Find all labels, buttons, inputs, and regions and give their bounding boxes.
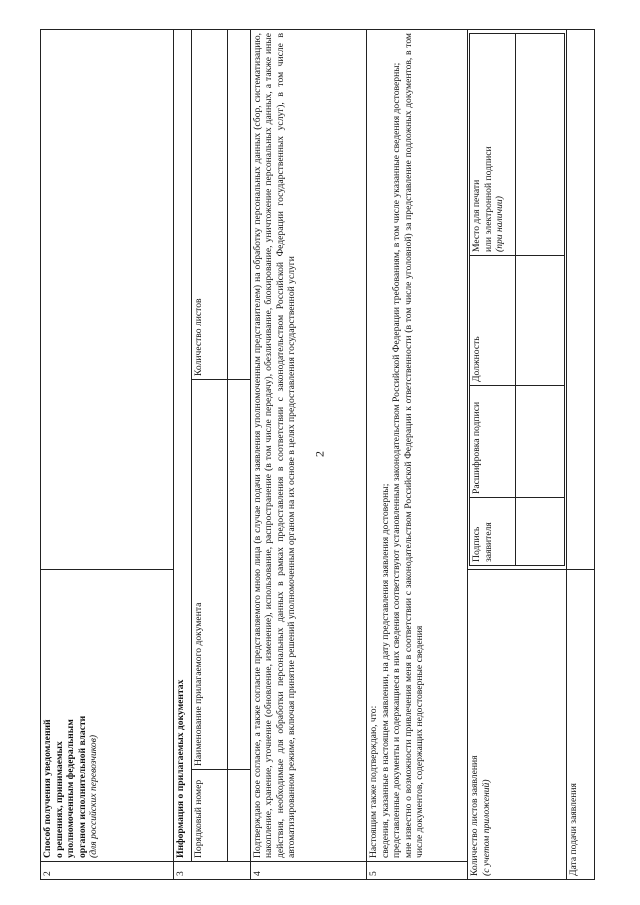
consent-text: Подтверждаю свое согласие, а также согласие представляемого мною лица (в случае подачи заявления уполномоченным представителем) на обработку персональных данных (сбор, систематизацию, накопление, хранение, уточнение (обновление, изменение), использование, распространение (в том числе передачу), обезличивание, блокирование, уничтожение персональных данных, а также иные действия, необходимые для обработки персональных данных в рамках предоставления в соответствии с законодательством Российской Федерации государственных услуг), в том числе в автоматизированном режиме, включая принятие решений уполномоченным органом на их основе в целях предоставления государственной услуги xyxy=(250,29,366,861)
position-label: Должность xyxy=(470,255,516,385)
row-confirmation xyxy=(367,29,468,879)
stamp-place-label xyxy=(470,33,516,255)
applicant-signature-label: Подпись заявителя xyxy=(470,497,516,565)
label-line: Способ получения уведомлений xyxy=(42,719,53,858)
empty-cell[interactable] xyxy=(227,379,250,769)
position-field[interactable] xyxy=(516,255,565,385)
confirmation-line: Настоящим также подтверждаю, что: xyxy=(368,705,380,858)
signature-decode-label: Расшифровка подписи xyxy=(470,385,516,497)
row-signature xyxy=(468,29,567,879)
notification-method-field[interactable] xyxy=(41,29,174,569)
notification-method-label xyxy=(41,569,174,861)
sheet-count-note: (с учетом приложений) xyxy=(480,779,492,876)
date-field[interactable] xyxy=(567,29,595,569)
label-note: (для российских перевозчиков) xyxy=(88,734,99,858)
confirmation-line: представленные документы и содержащиеся в них сведения соответствуют установленным законодательством Российской Федерации требованиям, в том числе указанные сведения достоверны; xyxy=(391,62,403,858)
landscape-page xyxy=(40,30,595,880)
row-notification-method xyxy=(41,29,174,879)
label-line: о решениях, принимаемых xyxy=(53,741,65,858)
attached-docs-title: Информация о прилагаемых документах xyxy=(173,29,191,861)
application-form-table xyxy=(40,29,595,880)
confirmation-line: мне известно о возможности привлечения меня в соответствии с законодательством Российской Федерации к ответственности (в том числе уголовной) за представление подложных документов, в том числе документов, содержащих недостоверные сведения xyxy=(402,32,426,858)
stamp-line: или электронной подписи xyxy=(482,146,494,252)
empty-cell[interactable] xyxy=(227,29,250,379)
col-ordinal: Порядковый номер xyxy=(192,770,227,862)
stamp-line: Место для печати xyxy=(471,179,483,252)
col-doc-name: Наименование прилагаемого документа xyxy=(192,379,227,769)
label-line: органом исполнительной власти xyxy=(76,715,88,858)
label-line: уполномоченным федеральным xyxy=(65,719,76,858)
sheet-count-label xyxy=(468,569,567,879)
signature-cell xyxy=(468,29,567,569)
row-number: 3 xyxy=(173,862,250,880)
confirmation-text xyxy=(367,29,468,861)
row-number: 2 xyxy=(41,862,174,880)
attached-docs-empty-row xyxy=(227,29,250,879)
row-consent xyxy=(250,29,366,879)
row-date xyxy=(567,29,595,879)
applicant-signature-field[interactable] xyxy=(516,497,565,565)
col-sheet-count: Количество листов xyxy=(192,29,227,379)
sheet-count-title: Количество листов заявления xyxy=(469,755,481,876)
signature-table xyxy=(469,33,565,566)
date-label: Дата подачи заявления xyxy=(567,569,595,879)
confirmation-line: сведения, указанные в настоящем заявлении, на дату представления заявления достоверны; xyxy=(379,483,391,858)
attached-docs-header xyxy=(192,29,227,879)
page-number: 2 xyxy=(312,451,327,457)
empty-cell[interactable] xyxy=(227,770,250,862)
stamp-field[interactable] xyxy=(516,33,565,255)
row-attached-docs-title xyxy=(173,29,191,879)
stamp-note: (при наличии) xyxy=(494,196,506,252)
signature-decode-field[interactable] xyxy=(516,385,565,497)
row-number: 5 xyxy=(367,862,468,880)
row-number: 4 xyxy=(250,862,366,880)
